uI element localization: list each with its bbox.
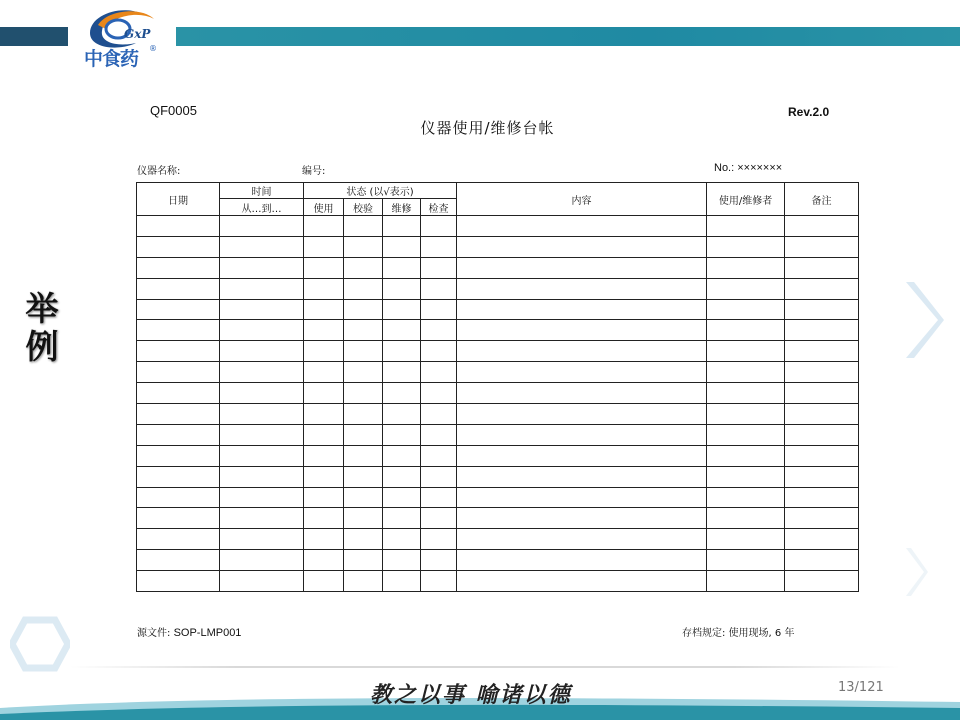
table-cell: [304, 487, 344, 508]
table-cell: [344, 236, 383, 257]
table-cell: [304, 466, 344, 487]
table-cell: [421, 424, 457, 445]
table-cell: [383, 424, 421, 445]
table-cell: [707, 257, 785, 278]
table-row: [137, 529, 859, 550]
side-title-char: 例: [25, 327, 59, 366]
header-content: 内容: [457, 183, 707, 216]
header-status: 状态 (以√表示): [304, 183, 457, 199]
table-cell: [304, 299, 344, 320]
table-row: [137, 424, 859, 445]
table-cell: [137, 424, 220, 445]
header-date: 日期: [137, 183, 220, 216]
table-row: [137, 299, 859, 320]
table-cell: [457, 320, 707, 341]
table-row: [137, 404, 859, 425]
table-cell: [344, 278, 383, 299]
table-cell: [457, 341, 707, 362]
table-cell: [707, 445, 785, 466]
table-row: [137, 341, 859, 362]
table-cell: [707, 487, 785, 508]
table-cell: [457, 383, 707, 404]
table-cell: [785, 404, 859, 425]
table-cell: [137, 299, 220, 320]
table-cell: [421, 257, 457, 278]
table-cell: [383, 320, 421, 341]
header-status-repair: 维修: [383, 199, 421, 216]
table-cell: [220, 487, 304, 508]
table-cell: [344, 487, 383, 508]
table-cell: [457, 362, 707, 383]
table-cell: [707, 299, 785, 320]
table-cell: [785, 236, 859, 257]
table-cell: [421, 550, 457, 571]
logo-name-text: 中食药: [84, 48, 139, 70]
table-row: [137, 278, 859, 299]
table-cell: [785, 487, 859, 508]
table-cell: [785, 362, 859, 383]
table-cell: [457, 236, 707, 257]
table-cell: [137, 383, 220, 404]
table-cell: [137, 445, 220, 466]
table-cell: [344, 508, 383, 529]
side-title: [20, 290, 64, 366]
table-cell: [457, 299, 707, 320]
table-cell: [785, 257, 859, 278]
table-row: [137, 257, 859, 278]
table-row: [137, 466, 859, 487]
table-cell: [220, 216, 304, 237]
source-file: [137, 624, 241, 639]
table-cell: [383, 550, 421, 571]
table-cell: [383, 487, 421, 508]
table-cell: [383, 236, 421, 257]
header-bar-left: [0, 27, 68, 46]
table-cell: [421, 341, 457, 362]
table-cell: [785, 299, 859, 320]
table-cell: [707, 424, 785, 445]
table-cell: [707, 216, 785, 237]
hexagon-icon: [10, 616, 70, 672]
chevron-right-icon: [900, 278, 944, 362]
header-status-inspect: 检查: [421, 199, 457, 216]
table-cell: [304, 424, 344, 445]
table-cell: [421, 278, 457, 299]
table-cell: [421, 216, 457, 237]
document-code: QF0005: [150, 103, 197, 118]
table-cell: [220, 383, 304, 404]
table-cell: [220, 278, 304, 299]
table-cell: [421, 383, 457, 404]
header-status-calibrate: 校验: [344, 199, 383, 216]
header-remarks: 备注: [785, 183, 859, 216]
table-cell: [304, 529, 344, 550]
table-row: [137, 216, 859, 237]
table-cell: [220, 257, 304, 278]
table-cell: [344, 216, 383, 237]
table-cell: [304, 257, 344, 278]
table-cell: [785, 278, 859, 299]
table-cell: [457, 424, 707, 445]
table-cell: [304, 341, 344, 362]
ledger-body: [137, 216, 859, 592]
table-cell: [421, 466, 457, 487]
table-cell: [220, 424, 304, 445]
table-cell: [457, 404, 707, 425]
table-cell: [220, 236, 304, 257]
table-cell: [707, 571, 785, 592]
header-operator: 使用/维修者: [707, 183, 785, 216]
table-cell: [220, 508, 304, 529]
table-cell: [220, 299, 304, 320]
table-cell: [383, 362, 421, 383]
table-cell: [137, 508, 220, 529]
table-cell: [421, 508, 457, 529]
table-cell: [457, 216, 707, 237]
table-cell: [457, 487, 707, 508]
table-cell: [304, 320, 344, 341]
table-cell: [457, 529, 707, 550]
table-cell: [344, 383, 383, 404]
table-cell: [304, 216, 344, 237]
header-bar-right: [176, 27, 960, 46]
table-cell: [344, 257, 383, 278]
header-time-range: 从…到…: [220, 199, 304, 216]
table-cell: [137, 529, 220, 550]
table-cell: [304, 383, 344, 404]
table-cell: [457, 445, 707, 466]
table-cell: [304, 236, 344, 257]
table-cell: [220, 404, 304, 425]
header-status-use: 使用: [304, 199, 344, 216]
number-label: 编号:: [302, 166, 326, 177]
table-row: [137, 508, 859, 529]
table-cell: [785, 424, 859, 445]
table-cell: [421, 487, 457, 508]
table-cell: [421, 362, 457, 383]
table-cell: [137, 236, 220, 257]
table-cell: [707, 383, 785, 404]
table-cell: [707, 236, 785, 257]
table-cell: [220, 529, 304, 550]
table-cell: [383, 404, 421, 425]
table-cell: [785, 320, 859, 341]
table-cell: [304, 404, 344, 425]
document-revision: Rev.2.0: [788, 105, 830, 119]
table-cell: [707, 278, 785, 299]
table-row: [137, 383, 859, 404]
page-number: 13/121: [838, 680, 884, 695]
table-cell: [421, 404, 457, 425]
table-cell: [707, 529, 785, 550]
table-row: [137, 445, 859, 466]
table-cell: [344, 320, 383, 341]
table-cell: [304, 278, 344, 299]
table-cell: [137, 487, 220, 508]
table-cell: [383, 216, 421, 237]
table-cell: [457, 571, 707, 592]
table-row: [137, 550, 859, 571]
table-cell: [137, 216, 220, 237]
table-cell: [707, 362, 785, 383]
table-cell: [344, 445, 383, 466]
table-cell: [383, 445, 421, 466]
table-cell: [344, 550, 383, 571]
table-cell: [421, 236, 457, 257]
table-cell: [785, 466, 859, 487]
table-cell: [344, 529, 383, 550]
table-cell: [457, 278, 707, 299]
table-cell: [137, 571, 220, 592]
table-cell: [457, 466, 707, 487]
table-cell: [137, 257, 220, 278]
logo-registered-mark: ®: [149, 44, 157, 53]
table-cell: [383, 341, 421, 362]
table-cell: [421, 445, 457, 466]
table-cell: [344, 571, 383, 592]
table-cell: [304, 508, 344, 529]
table-row: [137, 320, 859, 341]
table-cell: [421, 320, 457, 341]
table-cell: [421, 529, 457, 550]
table-cell: [344, 404, 383, 425]
table-cell: [220, 362, 304, 383]
table-cell: [137, 341, 220, 362]
table-cell: [421, 571, 457, 592]
table-cell: [383, 278, 421, 299]
table-cell: [383, 299, 421, 320]
table-cell: [220, 466, 304, 487]
table-cell: [137, 404, 220, 425]
table-cell: [785, 341, 859, 362]
table-cell: [344, 362, 383, 383]
retention-rule: 存档规定: 使用现场, 6 年: [682, 628, 795, 639]
table-cell: [383, 571, 421, 592]
table-cell: [304, 445, 344, 466]
table-row: [137, 236, 859, 257]
chevron-right-icon: [902, 546, 928, 598]
bottom-divider: [70, 666, 900, 668]
table-cell: [383, 257, 421, 278]
table-cell: [785, 529, 859, 550]
table-cell: [304, 550, 344, 571]
side-title-char: 举: [25, 289, 59, 328]
table-cell: [785, 550, 859, 571]
table-cell: [707, 341, 785, 362]
ledger-table: [136, 182, 859, 592]
table-cell: [344, 299, 383, 320]
table-cell: [457, 508, 707, 529]
table-cell: [137, 320, 220, 341]
table-cell: [457, 550, 707, 571]
table-cell: [137, 550, 220, 571]
table-cell: [707, 404, 785, 425]
table-cell: [457, 257, 707, 278]
table-cell: [383, 508, 421, 529]
table-cell: [137, 362, 220, 383]
table-cell: [344, 424, 383, 445]
document-title: 仪器使用/维修台帐: [420, 119, 555, 137]
motto-text: 教之以事 喻诸以德: [370, 682, 572, 708]
table-cell: [785, 445, 859, 466]
table-cell: [383, 383, 421, 404]
table-cell: [344, 466, 383, 487]
source-file-label: 源文件:: [137, 628, 171, 639]
table-cell: [137, 466, 220, 487]
table-row: [137, 571, 859, 592]
table-row: [137, 487, 859, 508]
table-cell: [707, 508, 785, 529]
table-cell: [304, 362, 344, 383]
table-cell: [383, 466, 421, 487]
table-cell: [421, 299, 457, 320]
table-cell: [220, 445, 304, 466]
table-row: [137, 362, 859, 383]
table-cell: [707, 320, 785, 341]
table-cell: [304, 571, 344, 592]
table-cell: [785, 383, 859, 404]
table-cell: [785, 571, 859, 592]
table-cell: [707, 466, 785, 487]
table-cell: [707, 550, 785, 571]
logo-gxp-text: GxP: [124, 27, 151, 41]
table-cell: [137, 278, 220, 299]
instrument-name-label: 仪器名称:: [137, 166, 181, 177]
table-cell: [344, 341, 383, 362]
source-file-code: SOP-LMP001: [173, 627, 242, 639]
table-cell: [220, 571, 304, 592]
no-label: No.: ×××××××: [714, 162, 783, 174]
table-cell: [785, 508, 859, 529]
table-cell: [220, 341, 304, 362]
table-cell: [785, 216, 859, 237]
table-cell: [220, 550, 304, 571]
table-cell: [220, 320, 304, 341]
table-cell: [383, 529, 421, 550]
header-time: 时间: [220, 183, 304, 199]
